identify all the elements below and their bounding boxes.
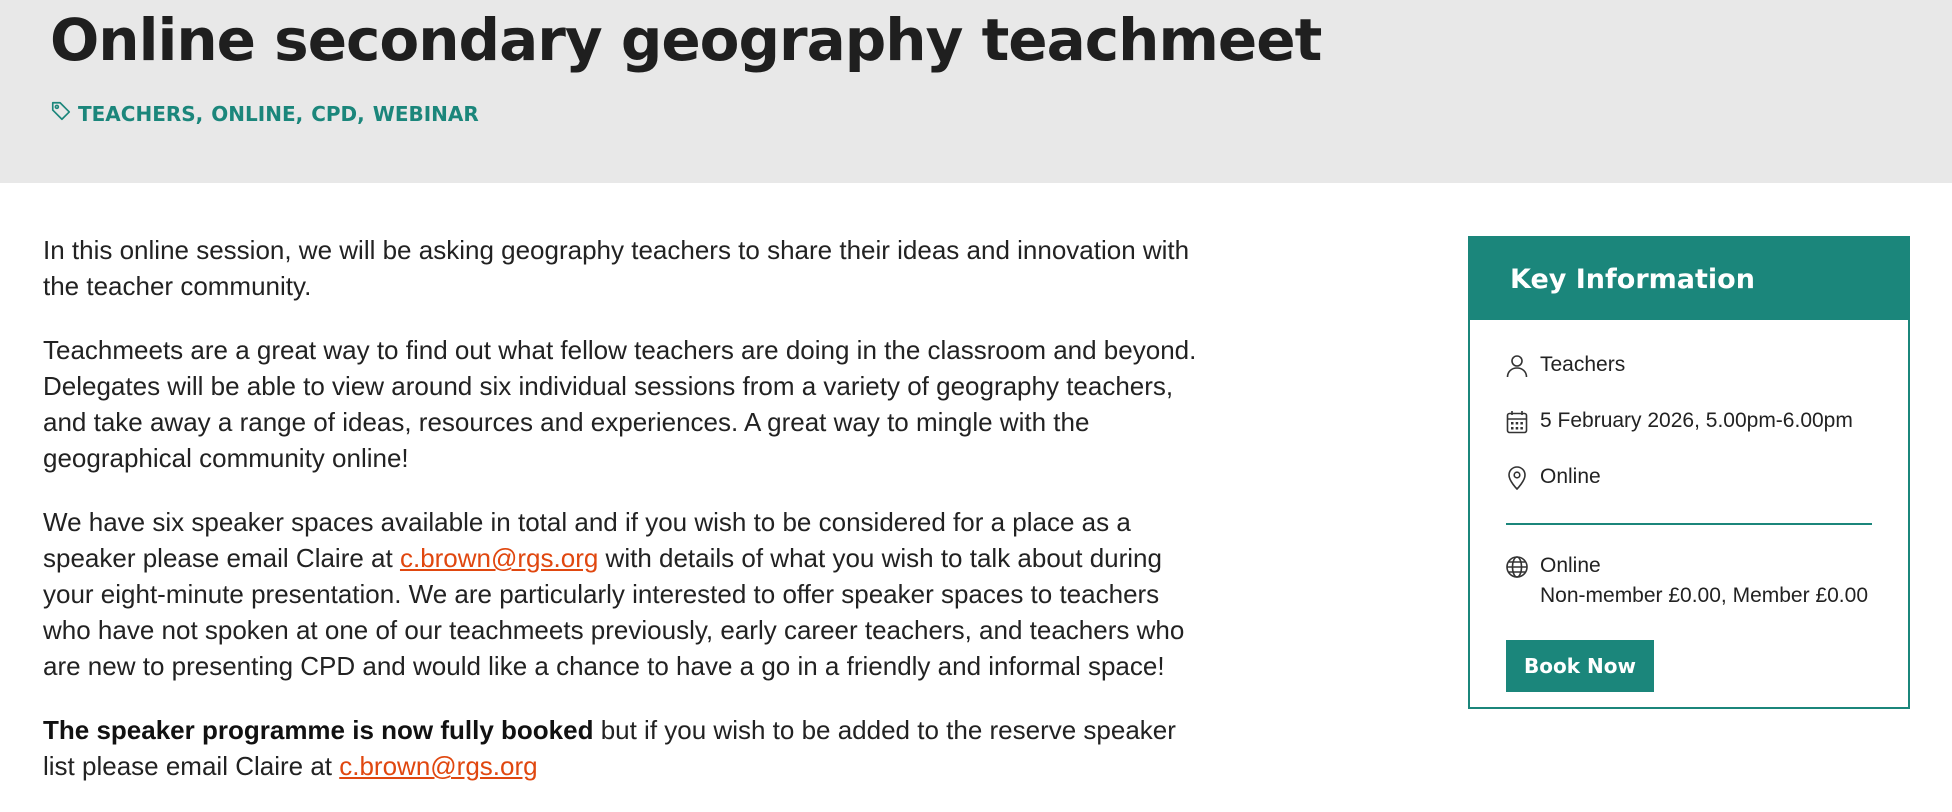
reserve-text: but if you wish to be added to the reserve speaker list please email Claire at xyxy=(43,715,1176,781)
teachmeet-paragraph: Teachmeets are a great way to find out what fellow teachers are doing in the classroom and beyond. Delegates will be able to view around six individual sessions from a variety of geography teachers, and take away a range of ideas, resources and experiences. A great way to mingle with the geographical community online! xyxy=(43,335,1197,473)
key-information-card xyxy=(1468,236,1910,709)
reserve-paragraph xyxy=(43,712,1213,784)
book-now-button[interactable]: Book Now xyxy=(1506,640,1654,692)
location-text: Online xyxy=(1540,465,1601,488)
format-price-block xyxy=(1540,551,1868,611)
price-text: Non-member £0.00, Member £0.00 xyxy=(1540,584,1868,607)
globe-icon xyxy=(1506,551,1528,588)
tag-list: TEACHERS, ONLINE, CPD, WEBINAR xyxy=(78,101,479,126)
calendar-icon xyxy=(1506,406,1528,443)
speaker-paragraph xyxy=(43,504,1213,684)
audience-text: Teachers xyxy=(1540,353,1626,376)
speaker-text-after: with details of what you wish to talk about during your eight-minute presentation. We are particularly interested to offer speaker spaces to teachers who have not spoken at one of our teachmeets previously, early career teachers, and teachers who are new to presenting CPD and would like a chance to have a go in a friendly and informal space! xyxy=(43,543,1185,681)
date-text: 5 February 2026, 5.00pm-6.00pm xyxy=(1540,409,1853,432)
date-row xyxy=(1506,406,1872,443)
location-pin-icon xyxy=(1506,462,1528,499)
audience-row xyxy=(1506,350,1872,387)
person-icon xyxy=(1506,350,1528,387)
location-row xyxy=(1506,462,1872,499)
speaker-text-before: We have six speaker spaces available in total and if you wish to be considered for a place as a speaker please email Claire at xyxy=(43,507,1131,573)
card-body xyxy=(1470,320,1908,692)
card-divider xyxy=(1506,523,1872,525)
page-header xyxy=(0,0,1952,183)
tag-cpd[interactable]: CPD xyxy=(311,101,358,126)
email-link[interactable]: c.brown@rgs.org xyxy=(399,543,599,573)
card-title: Key Information xyxy=(1510,263,1755,295)
tag-teachers[interactable]: TEACHERS xyxy=(78,101,196,126)
format-text: Online xyxy=(1540,554,1601,577)
tag-webinar[interactable]: WEBINAR xyxy=(372,101,479,126)
intro-paragraph: In this online session, we will be asking geography teachers to share their ideas and innovation with the teacher community. xyxy=(43,235,1190,301)
format-price-row xyxy=(1506,551,1872,611)
reserve-email-link[interactable]: c.brown@rgs.org xyxy=(339,751,538,781)
tag-icon xyxy=(50,100,72,127)
tag-row xyxy=(50,100,479,127)
card-header xyxy=(1470,238,1908,320)
event-description xyxy=(43,232,1213,812)
page-title: Online secondary geography teachmeet xyxy=(50,6,1322,74)
fully-booked-notice: The speaker programme is now fully booked xyxy=(43,715,594,745)
tag-online[interactable]: ONLINE xyxy=(211,101,296,126)
